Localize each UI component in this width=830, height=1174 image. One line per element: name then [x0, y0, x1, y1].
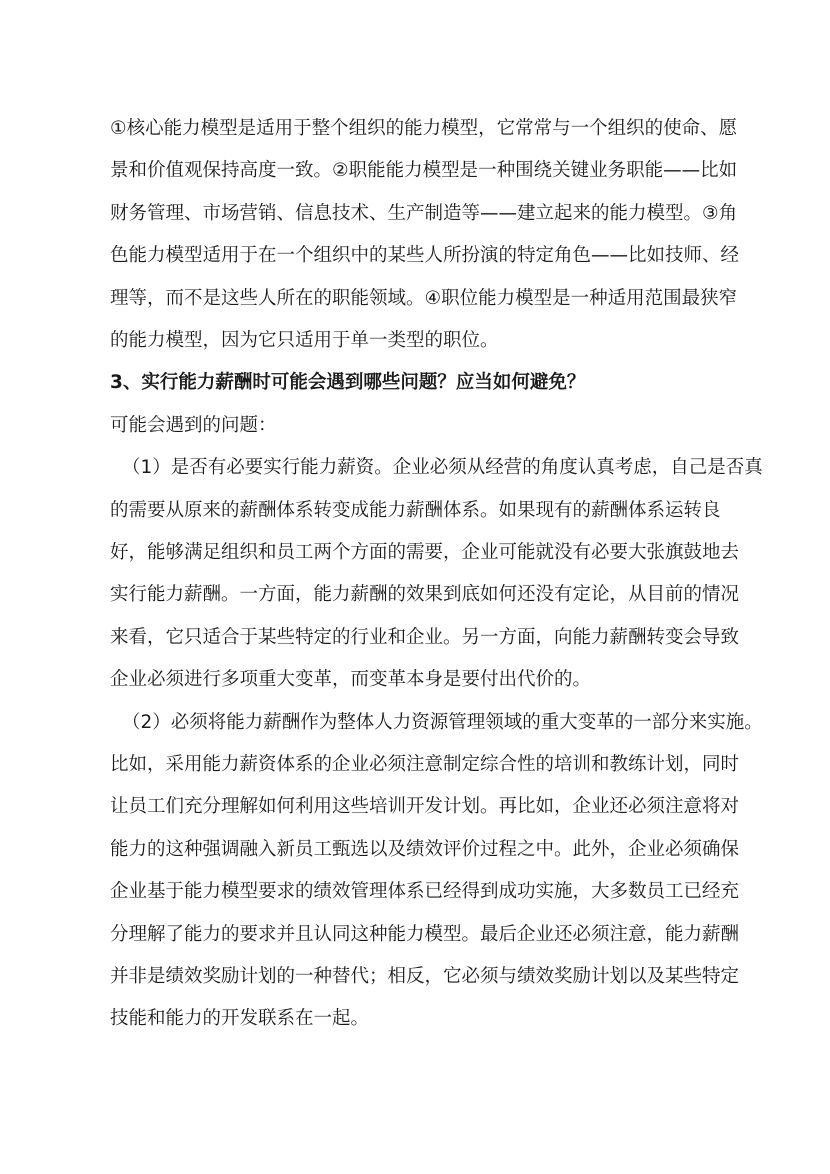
paragraph-line: 分理解了能力的要求并且认同这种能力模型。最后企业还必须注意，能力薪酬 — [110, 923, 740, 945]
paragraph-line: 比如，采用能力薪资体系的企业必须注意制定综合性的培训和教练计划，同时 — [110, 754, 740, 775]
paragraph-line: 可能会遇到的问题： — [110, 414, 277, 436]
section-heading: 3、实行能力薪酬时可能会遇到哪些问题？应当如何避免？ — [110, 372, 586, 394]
paragraph-line: 来看，它只适合于某些特定的行业和企业。另一方面，向能力薪酬转变会导致 — [110, 626, 740, 648]
paragraph-line: （2）必须将能力薪酬作为整体人力资源管理领域的重大变革的一部分来实施。 — [122, 711, 763, 733]
paragraph-line: 企业基于能力模型要求的绩效管理体系已经得到成功实施，大多数员工已经充 — [110, 881, 740, 903]
paragraph-line: 并非是绩效奖励计划的一种替代；相反，它必须与绩效奖励计划以及某些特定 — [110, 966, 740, 987]
paragraph-line: 好，能够满足组织和员工两个方面的需要，企业可能就没有必要大张旗鼓地去 — [110, 542, 740, 563]
paragraph-line: 财务管理、市场营销、信息技术、生产制造等——建立起来的能力模型。③角 — [110, 202, 738, 224]
paragraph-line: 景和价值观保持高度一致。②职能能力模型是一种围绕关键业务职能——比如 — [110, 160, 738, 182]
paragraph-line: 的需要从原来的薪酬体系转变成能力薪酬体系。如果现有的薪酬体系运转良 — [110, 499, 721, 521]
paragraph-line: 企业必须进行多项重大变革，而变革本身是要付出代价的。 — [110, 669, 592, 691]
paragraph-line: 让员工们充分理解如何利用这些培训开发计划。再比如，企业还必须注意将对 — [110, 796, 740, 818]
paragraph-line: （1）是否有必要实行能力薪资。企业必须从经营的角度认真考虑，自己是否真 — [122, 457, 763, 479]
paragraph-line: 的能力模型，因为它只适用于单一类型的职位。 — [110, 330, 499, 351]
paragraph-line: 理等，而不是这些人所在的职能领域。④职位能力模型是一种适用范围最狭窄 — [110, 287, 738, 309]
paragraph-line: 能力的这种强调融入新员工甄选以及绩效评价过程之中。此外，企业必须确保 — [110, 838, 740, 860]
paragraph-line: 技能和能力的开发联系在一起。 — [110, 1008, 370, 1030]
paragraph-line: 色能力模型适用于在一个组织中的某些人所扮演的特定角色——比如技师、经 — [110, 245, 740, 267]
paragraph-line: 实行能力薪酬。一方面，能力薪酬的效果到底如何还没有定论，从目前的情况 — [110, 584, 740, 606]
paragraph-line: ①核心能力模型是适用于整个组织的能力模型，它常常与一个组织的使命、愿 — [110, 118, 738, 139]
